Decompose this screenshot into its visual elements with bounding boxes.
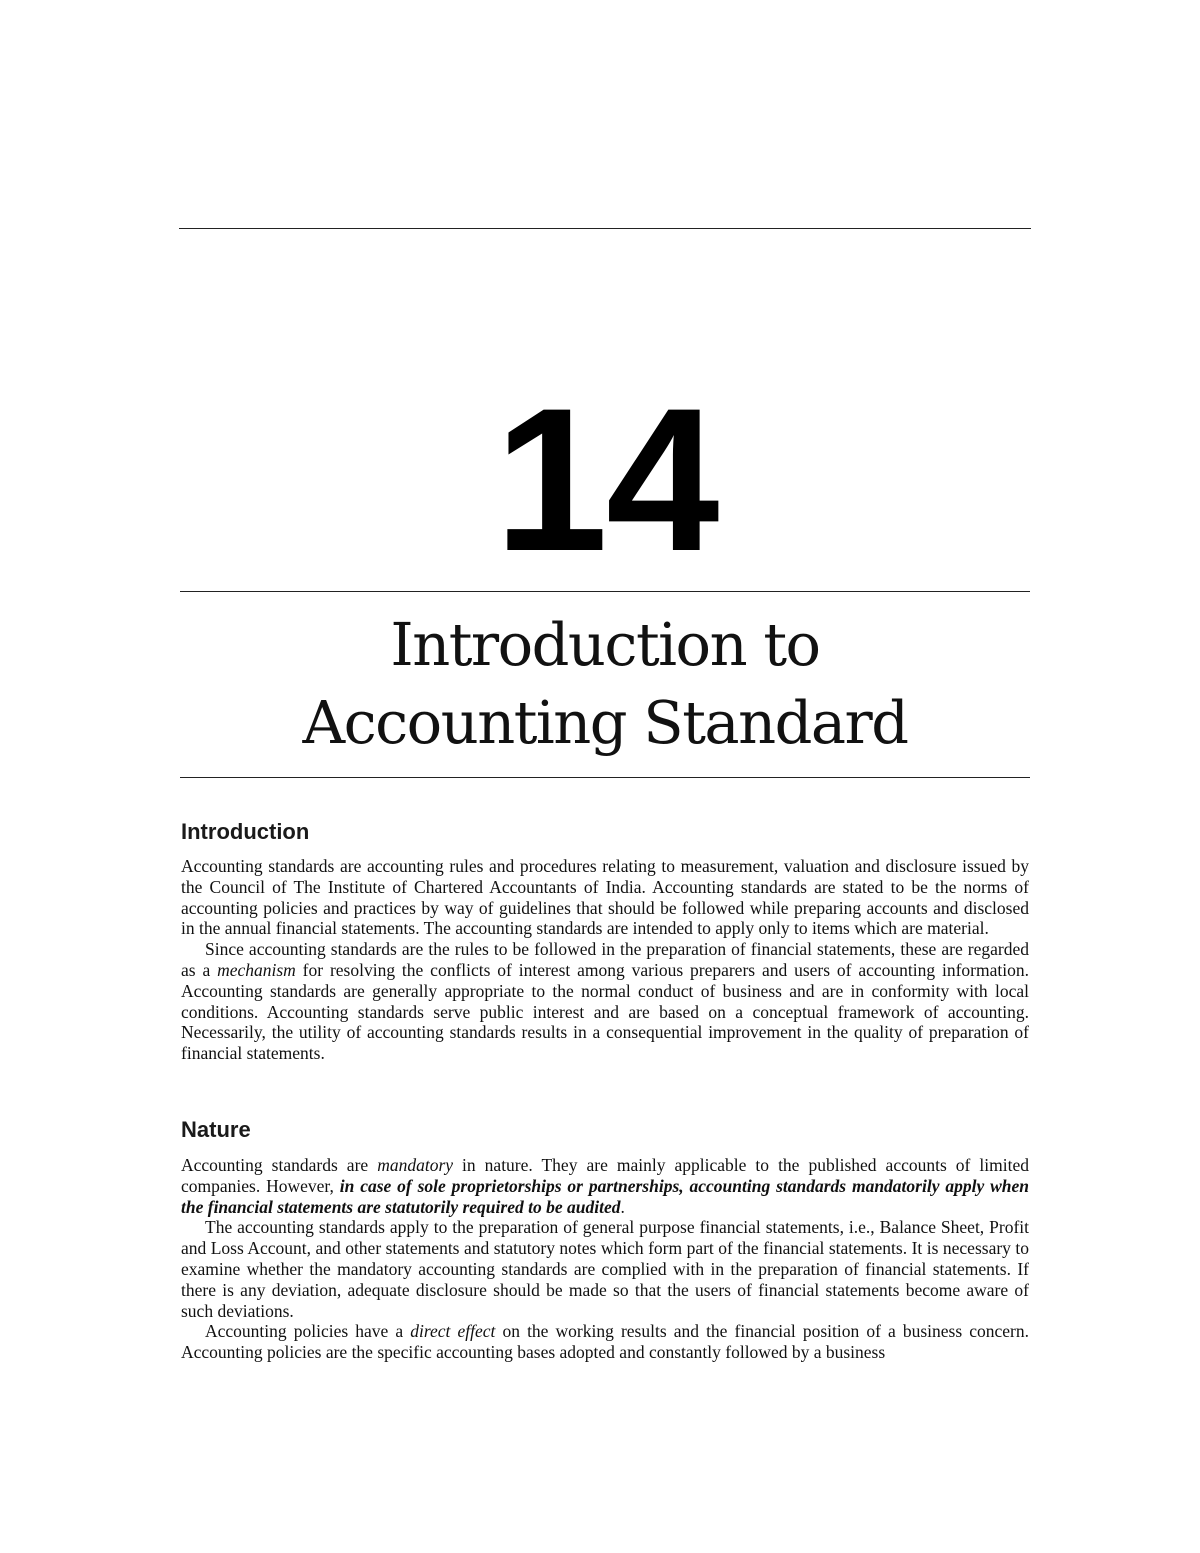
nature-paragraph-3-text-a: Accounting policies have a xyxy=(205,1321,411,1342)
introduction-paragraph-2-emphasis: mechanism xyxy=(217,959,296,980)
nature-paragraph-1-strong-emphasis: in case of sole proprietorships or partnerships, accounting standards mandatorily apply when the financial statements are statutorily required to be audited xyxy=(181,1175,1029,1217)
nature-paragraph-3 xyxy=(181,1321,1029,1363)
nature-paragraph-1 xyxy=(181,1155,1029,1217)
nature-paragraph-1-text-a: Accounting standards are xyxy=(181,1155,378,1175)
title-bottom-rule xyxy=(180,777,1030,778)
introduction-body xyxy=(181,856,1029,1064)
chapter-title-line-1: Introduction to xyxy=(390,610,820,679)
nature-heading: Nature xyxy=(181,1117,251,1142)
introduction-paragraph-2-text-a: Since accounting standards are the rules to be followed in the preparation of financial statements, these are regarded as a xyxy=(181,939,1029,980)
nature-paragraph-1-text-b: in nature. They are mainly applicable to the published accounts of limited companies. However, xyxy=(181,1155,1029,1196)
title-top-rule xyxy=(180,591,1030,592)
chapter-title xyxy=(0,606,1200,762)
nature-paragraph-2: The accounting standards apply to the preparation of general purpose financial statements, i.e., Balance Sheet, Profit and Loss Account, and other statements and statutory notes which form part of the financial statements. It is necessary to examine whether the mandatory accounting standards are complied with in the preparation of financial statements. If there is any deviation, adequate disclosure should be made so that the users of financial statements become aware of such deviations. xyxy=(181,1217,1029,1321)
introduction-paragraph-1: Accounting standards are accounting rules and procedures relating to measurement, valuation and disclosure issued by the Council of The Institute of Chartered Accountants of India. Accounting standards are stated to be the norms of accounting policies and practices by way of guidelines that should be followed while preparing accounts and disclosed in the annual financial statements. The accounting standards are intended to apply only to items which are material. xyxy=(181,856,1029,939)
nature-paragraph-3-text-b: on the working results and the financial position of a business concern. Accounting policies are the specific accounting bases adopted and constantly followed by a business xyxy=(181,1321,1029,1363)
nature-paragraph-3-emphasis: direct effect xyxy=(410,1321,496,1342)
top-rule xyxy=(179,228,1031,229)
nature-paragraph-1-emphasis: mandatory xyxy=(377,1155,454,1175)
introduction-paragraph-2 xyxy=(181,939,1029,1064)
introduction-heading: Introduction xyxy=(181,819,310,844)
chapter-title-line-2: Accounting Standard xyxy=(302,688,908,757)
nature-paragraph-1-text-c: . xyxy=(620,1196,625,1217)
introduction-paragraph-2-text-b: for resolving the conflicts of interest among various preparers and users of accounting information. Accounting standards are generally appropriate to the normal conduct of business and are in conformity with local conditions. Accounting standards serve public interest and are based on a conceptual framework of accounting. Necessarily, the utility of accounting standards results in a consequential improvement in the quality of preparation of financial statements. xyxy=(181,959,1029,1064)
nature-body xyxy=(181,1155,1029,1363)
chapter-number: 14 xyxy=(494,366,718,594)
